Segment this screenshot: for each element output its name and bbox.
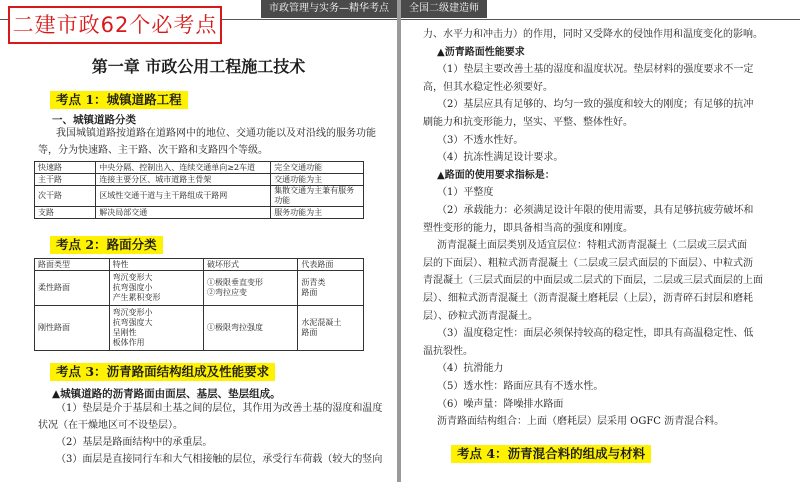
right-subheading: ▲路面的使用要求指标是： <box>437 169 555 181</box>
table-row <box>35 207 364 219</box>
table-cell: 完全交通功能 <box>271 162 364 174</box>
right-text-line: （3）不透水性好。 <box>437 134 524 146</box>
right-text-line: （1）平整度 <box>437 187 494 199</box>
table-row <box>35 271 364 306</box>
table-row <box>35 162 364 174</box>
chapter-title: 第一章 市政公用工程施工技术 <box>91 57 306 76</box>
table-cell: 区域性交通干道与主干路组成干路网 <box>96 186 271 207</box>
key-point-4-heading <box>451 445 651 463</box>
para-surface-layer: （3）面层是直接同行车和大气相接触的层位，承受行车荷载（较大的竖向 <box>56 454 383 465</box>
key-point-4-number: 考点 4： <box>457 446 508 461</box>
section-road-classification: 一、城镇道路分类 <box>52 114 136 126</box>
key-point-2-title: 路面分类 <box>106 237 157 252</box>
para-base-layer: （2）基层是路面结构中的承重层。 <box>56 437 213 448</box>
table-cell: 主干路 <box>35 174 96 186</box>
key-point-3-number: 考点 3： <box>56 364 107 379</box>
table-row <box>35 174 364 186</box>
table-header-cell: 代表路面 <box>298 259 364 271</box>
table-cell: 沥青类 路面 <box>298 271 364 306</box>
para-cushion-layer-2: 状况（在干燥地区可不设垫层）。 <box>38 420 183 431</box>
table-cell: 中央分隔、控制出入、连续交通单向≥2车道 <box>96 162 271 174</box>
right-text-line: （5）透水性：路面应具有不透水性。 <box>437 381 604 392</box>
para-road-classes-2: 等，分为快速路、主干路、次干路和支路四个等级。 <box>38 145 268 156</box>
table-cell: 水泥混凝土 路面 <box>298 306 364 351</box>
key-point-3-heading <box>50 363 275 381</box>
right-page-header <box>401 0 800 20</box>
table-header-cell: 破坏形式 <box>203 259 297 271</box>
table-row <box>35 186 364 207</box>
key-point-1-title: 城镇道路工程 <box>106 92 182 107</box>
para-road-classes-1: 我国城镇道路按道路在道路网中的地位、交通功能以及对沿线的服务功能 <box>56 128 376 139</box>
table-header-row <box>35 259 364 271</box>
key-point-4-title: 沥青混合料的组成与材料 <box>507 446 646 461</box>
table-cell: 服务功能为主 <box>271 207 364 219</box>
right-text-line: 青混凝土（三层式面层的中面层或二层式的下面层，二层或三层式面层的上面 <box>423 275 763 287</box>
right-text-line: 力、水平力和冲击力）的作用，同时又受降水的侵蚀作用和温度变化的影响。 <box>423 29 763 40</box>
right-text-line: （2）承载能力：必须满足设计年限的使用需要，具有足够抗疲劳破坏和 <box>437 205 754 216</box>
right-text-line: 塑性变形的能力，即具备相当高的强度和刚度。 <box>423 222 633 234</box>
table-cell: 连接主要分区、城市道路主骨架 <box>96 174 271 186</box>
right-text-line: （1）垫层主要改善土基的湿度和温度状况。垫层材料的强度要求不一定 <box>437 64 754 76</box>
pavement-type-table <box>34 258 364 351</box>
key-point-1-heading <box>50 91 188 109</box>
key-point-3-title: 沥青路面结构组成及性能要求 <box>106 364 270 379</box>
table-cell: 刚性路面 <box>35 306 110 351</box>
key-point-1-number: 考点 1： <box>56 92 107 107</box>
key-point-2-heading <box>50 236 163 254</box>
key-point-2-number: 考点 2： <box>56 237 107 252</box>
table-cell: 弯沉变形小 抗弯强度大 呈刚性 板体作用 <box>109 306 203 351</box>
table-cell: ①极限弯拉强度 <box>203 306 297 351</box>
right-text-line: （3）温度稳定性：面层必须保持较高的稳定性，即具有高温稳定性、低 <box>437 328 754 340</box>
right-text-line: （4）抗冻性满足设计要求。 <box>437 152 564 164</box>
left-page <box>0 0 397 482</box>
right-text-line: （6）噪声量：降噪排水路面 <box>437 398 564 410</box>
table-cell: 柔性路面 <box>35 271 110 306</box>
right-page <box>401 0 800 482</box>
table-cell: 快速路 <box>35 162 96 174</box>
table-cell: ①极限垂直变形 ②弯拉应变 <box>203 271 297 306</box>
table-header-cell: 特性 <box>109 259 203 271</box>
para-cushion-layer-1: （1）垫层是介于基层和土基之间的层位，其作用为改善土基的湿度和温度 <box>56 403 383 414</box>
left-header-tab: 市政管理与实务—精华考点 <box>261 0 397 18</box>
right-text-line: 沥青路面结构组合：上面（磨耗层）层采用 OGFC 沥青混合料。 <box>437 416 725 428</box>
right-text-line: 温抗裂性。 <box>423 345 473 357</box>
table-cell: 支路 <box>35 207 96 219</box>
right-text-line: 高，但其水稳定性必须要好。 <box>423 81 553 93</box>
table-header-cell: 路面类型 <box>35 259 110 271</box>
right-text-line: （4）抗滑能力 <box>437 363 504 375</box>
table-cell: 集散交通为主兼有服务功能 <box>271 186 364 207</box>
right-text-line: 层）、细粒式沥青混凝土（沥青混凝土磨耗层（上层），沥青碎石封层和磨耗 <box>423 293 753 304</box>
table-cell: 弯沉变形大 抗弯强度小 产生累积变形 <box>109 271 203 306</box>
table-cell: 次干路 <box>35 186 96 207</box>
right-text-line: （2）基层应具有足够的、均匀一致的强度和较大的刚度；有足够的抗冲 <box>437 99 754 111</box>
table-cell: 解决局部交通 <box>96 207 271 219</box>
right-header-tab: 全国二级建造师 <box>401 0 487 18</box>
road-class-table <box>34 161 364 219</box>
right-subheading: ▲沥青路面性能要求 <box>437 46 525 58</box>
promo-banner: 二建市政62个必考点 <box>8 6 222 44</box>
right-text-line: 沥青混凝土面层类别及适宜层位：特粗式沥青混凝土（二层或三层式面 <box>437 240 747 252</box>
table-cell: 交通功能为主 <box>271 174 364 186</box>
asphalt-structure-intro: ▲城镇道路的沥青路面由面层、基层、垫层组成。 <box>52 388 281 400</box>
right-text-line: 层）、砂粒式沥青混凝土。 <box>423 310 538 322</box>
right-text-line: 层的下面层）、粗粒式沥青混凝土（二层或三层式面层的下面层）、中粒式沥 <box>423 257 753 269</box>
right-text-line: 刷能力和抗变形能力，坚实、平整、整体性好。 <box>423 117 633 128</box>
table-row <box>35 306 364 351</box>
